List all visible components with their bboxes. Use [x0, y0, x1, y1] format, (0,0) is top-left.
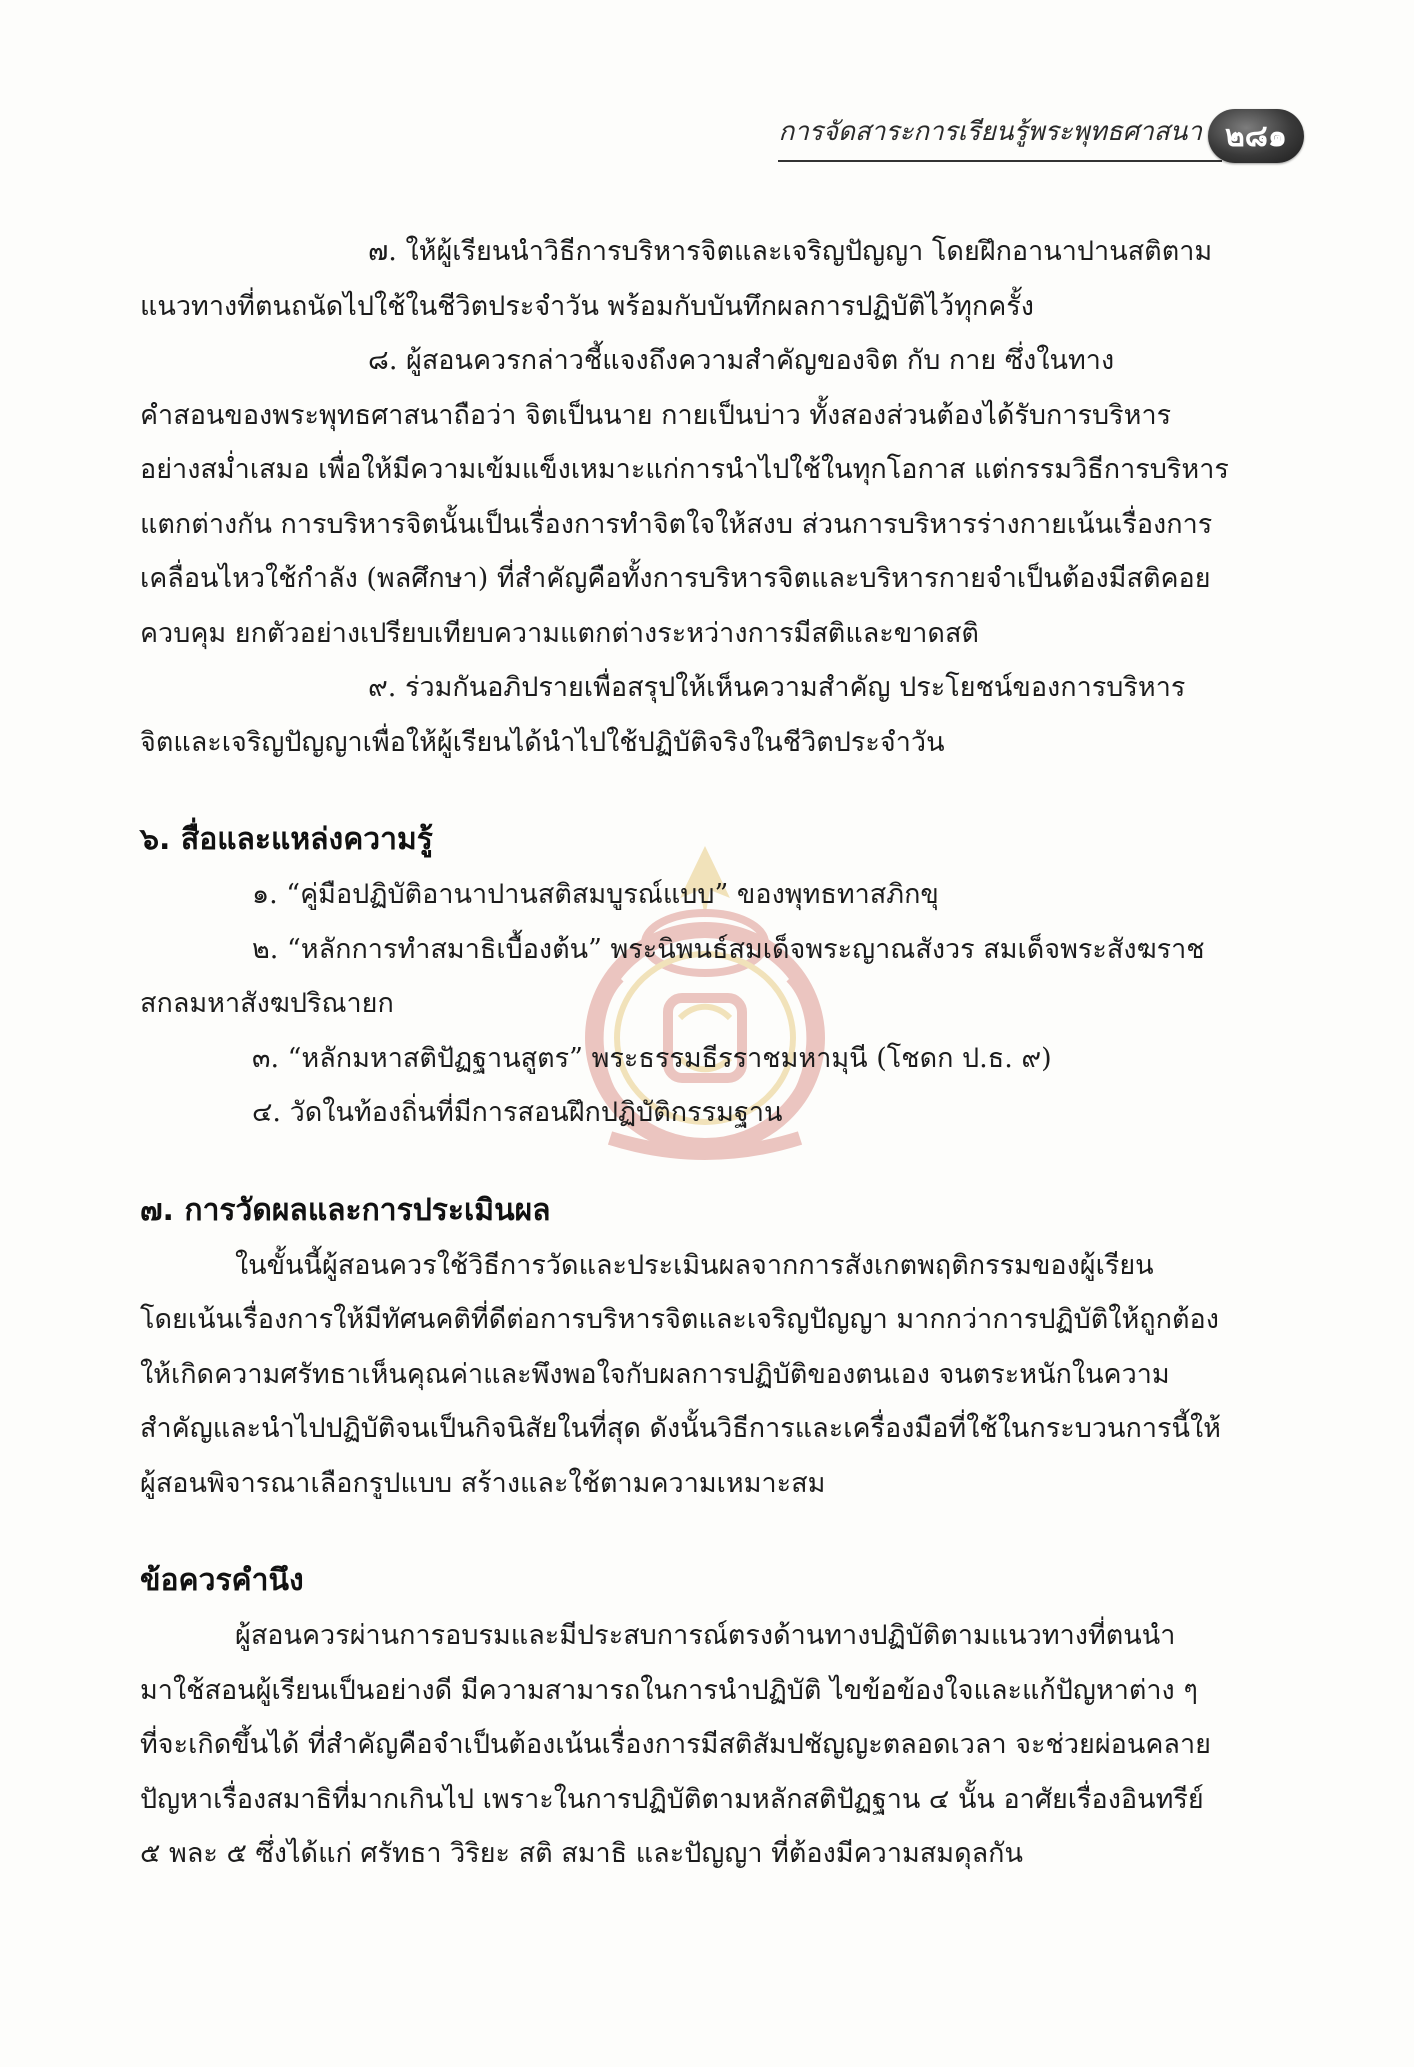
page-number-badge: ๒๘๑ — [1208, 109, 1304, 163]
section6-heading: ๖. สื่อและแหล่งความรู้ — [140, 822, 433, 857]
section6-item-3: ๓. “หลักมหาสติปัฏฐานสูตร” พระธรรมธีรราชมหามุนี (โชดก ป.ธ. ๙) — [252, 1042, 1052, 1074]
section7-line-2: โดยเน้นเรื่องการให้มีทัศนคติที่ดีต่อการบริหารจิตและเจริญปัญญา มากกว่าการปฏิบัติให้ถูกต้อง — [140, 1304, 1219, 1335]
notes-heading: ข้อควรคำนึง — [140, 1563, 304, 1598]
notes-line-4: ปัญหาเรื่องสมาธิที่มากเกินไป เพราะในการปฏิบัติตามหลักสติปัฏฐาน ๔ นั้น อาศัยเรื่องอินทรีย์ — [140, 1783, 1204, 1815]
item8-line-6: ควบคุม ยกตัวอย่างเปรียบเทียบความแตกต่างระหว่างการมีสติและขาดสติ — [140, 617, 979, 649]
notes-line-3: ที่จะเกิดขึ้นได้ ที่สำคัญคือจำเป็นต้องเน้นเรื่องการมีสติสัมปชัญญะตลอดเวลา จะช่วยผ่อนคลาย — [140, 1729, 1211, 1760]
item7-line-2: แนวทางที่ตนถนัดไปใช้ในชีวิตประจำวัน พร้อมกับบันทึกผลการปฏิบัติไว้ทุกครั้ง — [140, 290, 1034, 322]
item8-line-5: เคลื่อนไหวใช้กำลัง (พลศึกษา) ที่สำคัญคือทั้งการบริหารจิตและบริหารกายจำเป็นต้องมีสติคอย — [140, 563, 1211, 594]
section7-line-4: สำคัญและนำไปปฏิบัติจนเป็นกิจนิสัยในที่สุด ดังนั้นวิธีการและเครื่องมือที่ใช้ในกระบวนการนี้ให้ — [140, 1413, 1221, 1444]
section7-line-3: ให้เกิดความศรัทธาเห็นคุณค่าและพึงพอใจกับผลการปฏิบัติของตนเอง จนตระหนักในความ — [140, 1358, 1170, 1390]
section7-line-1: ในขั้นนี้ผู้สอนควรใช้วิธีการวัดและประเมินผลจากการสังเกตพฤติกรรมของผู้เรียน — [235, 1249, 1154, 1281]
running-header — [778, 106, 1304, 166]
section7-line-5: ผู้สอนพิจารณาเลือกรูปแบบ สร้างและใช้ตามความเหมาะสม — [140, 1467, 826, 1499]
item8-line-4: แตกต่างกัน การบริหารจิตนั้นเป็นเรื่องการทำจิตใจให้สงบ ส่วนการบริหารร่างกายเน้นเรื่องการ — [140, 508, 1213, 540]
page-content — [140, 225, 1280, 1882]
notes-line-5: ๕ พละ ๕ ซึ่งได้แก่ ศรัทธา วิริยะ สติ สมาธิ และปัญญา ที่ต้องมีความสมดุลกัน — [140, 1838, 1023, 1869]
header-title: การจัดสาระการเรียนรู้พระพุทธศาสนา — [778, 111, 1222, 162]
notes-line-1: ผู้สอนควรผ่านการอบรมและมีประสบการณ์ตรงด้านทางปฏิบัติตามแนวทางที่ตนนำ — [235, 1620, 1176, 1651]
item8-line-2: คำสอนของพระพุทธศาสนาถือว่า จิตเป็นนาย กายเป็นบ่าว ทั้งสองส่วนต้องได้รับการบริหาร — [140, 399, 1172, 431]
section7-heading: ๗. การวัดผลและการประเมินผล — [140, 1192, 551, 1228]
item8-line-3: อย่างสม่ำเสมอ เพื่อให้มีความเข้มแข็งเหมาะแก่การนำไปใช้ในทุกโอกาส แต่กรรมวิธีการบริหาร — [140, 454, 1229, 485]
item7-line-1: ๗. ให้ผู้เรียนนำวิธีการบริหารจิตและเจริญปัญญา โดยฝึกอานาปานสติตาม — [368, 236, 1213, 267]
item9-line-1: ๙. ร่วมกันอภิปรายเพื่อสรุปให้เห็นความสำคัญ ประโยชน์ของการบริหาร — [368, 672, 1186, 703]
item8-line-1: ๘. ผู้สอนควรกล่าวชี้แจงถึงความสำคัญของจิต กับ กาย ซึ่งในทาง — [368, 345, 1115, 376]
section6-item-2-line-2: สกลมหาสังฆปริณายก — [140, 988, 394, 1019]
item9-line-2: จิตและเจริญปัญญาเพื่อให้ผู้เรียนได้นำไปใช้ปฏิบัติจริงในชีวิตประจำวัน — [140, 726, 945, 758]
section6-item-1: ๑. “คู่มือปฏิบัติอานาปานสติสมบูรณ์แบบ” ของพุทธทาสภิกขุ — [252, 879, 939, 910]
section6-item-4: ๔. วัดในท้องถิ่นที่มีการสอนฝึกปฏิบัติกรรมฐาน — [252, 1097, 783, 1128]
notes-line-2: มาใช้สอนผู้เรียนเป็นอย่างดี มีความสามารถในการนำปฏิบัติ ไขข้อข้องใจและแก้ปัญหาต่าง ๆ — [140, 1674, 1198, 1706]
section6-item-2-line-1: ๒. “หลักการทำสมาธิเบื้องต้น” พระนิพนธ์สมเด็จพระญาณสังวร สมเด็จพระสังฆราช — [252, 933, 1205, 965]
